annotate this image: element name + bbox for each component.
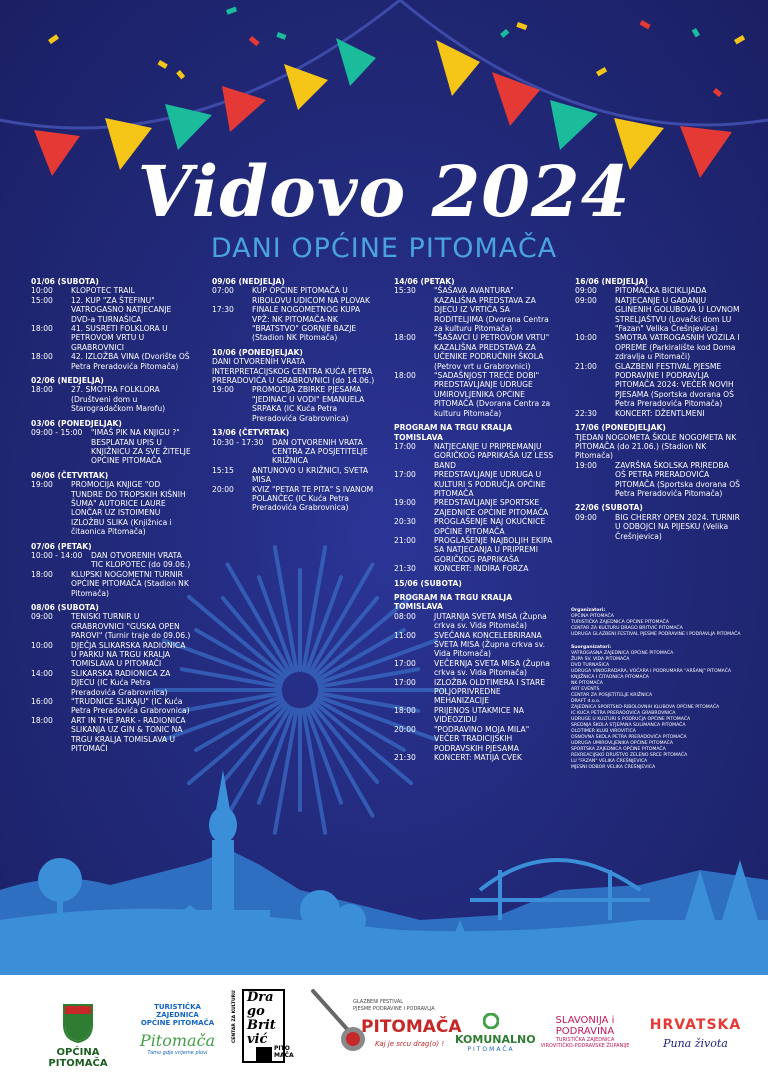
tourist-board-logo: TURISTIČKA ZAJEDNICA OPĆINE PITOMAČA Pitomača Tamo gdje vrijeme plovi: [139, 1003, 216, 1056]
event-description: PROMOCIJA KNJIGE "OD TUNDRE DO TROPSKIH KIŠNIH ŠUMA" AUTORICE LAURE LONČAR UZ ISTOIMENU IZLOŽBU SLIKA (Knjižnica i čitaonica Pitomača): [71, 480, 186, 537]
event-time: 18:00: [31, 385, 53, 395]
day-heading: 09/06 (NEDJELJA): [212, 277, 285, 286]
day-heading: 10/06 (PONEDJELJAK): [212, 347, 303, 357]
recycle-icon: [483, 1013, 499, 1029]
event-description: SVEČANA KONCELEBRIRANA SVETA MISA (Župna crkva sv. Vida Pitomača): [434, 630, 546, 659]
day-heading: 02/06 (NEDJELJA): [31, 376, 104, 386]
day-heading: 16/06 (NEDJELJA): [575, 277, 648, 286]
event-description: NATJECANJE U PRIPREMANJU GORIČKOG PAPRIKAŠA UZ LESS BAND: [434, 441, 554, 470]
event-time: 18:00: [31, 324, 53, 334]
event-row: [212, 485, 377, 513]
croatia-logo: HRVATSKA Puna života: [649, 1017, 742, 1050]
event-time: 19:00: [394, 498, 416, 508]
event-description: DANI OTVORENIH VRATA INTERPRETACIJSKOG CENTRA KUĆA PETRA PRERADOVIĆA U GRABROVNICI (do 14.06.): [212, 357, 375, 386]
music-festival-logo: GLAZBENI FESTIVAL PJESME PODRAVINE I PODRAVLJA PITOMAČA Kaj je srcu drag(o) !: [305, 987, 445, 1067]
event-description: ART IN THE PARK - RADIONICA SLIKANJA UZ GIN & TONIC NA TRGU KRALJA TOMISLAVA U PITOMAČI: [71, 715, 186, 754]
event-time: 21:30: [394, 564, 416, 574]
event-time: 21:00: [394, 535, 416, 545]
day-heading: 14/06 (PETAK): [394, 277, 455, 286]
event-time: 19:00: [212, 385, 234, 395]
organizer-item: MJESNI ODBOR VELIKA ČREŠNJEVICA: [571, 765, 656, 770]
event-row: [394, 371, 554, 418]
event-description: PITOMAČKA BICIKLIJADA: [615, 286, 707, 296]
organizer-item: REKREACIJSKO DRUŠTVO ZELENO SRCE PITOMAČA: [571, 753, 688, 758]
day-heading: 01/06 (SUBOTA): [31, 277, 99, 286]
event-time: 20:30: [394, 517, 416, 527]
schedule-column-3: [394, 277, 554, 762]
event-time: 19:00: [575, 460, 597, 470]
event-description: PROMOCIJA ZBIRKE PJESAMA "JEDINAC U VODI" EMANUELA SRPAKA (IC Kuća Petra Preradovića Grabrovnica): [252, 385, 365, 423]
event-time: 09:00: [31, 612, 53, 622]
day-heading: 15/06 (SUBOTA): [394, 578, 462, 588]
day-heading: 22/06 (SUBOTA): [575, 503, 643, 513]
organizers-block: [571, 608, 751, 771]
event-row: [394, 286, 554, 333]
event-time: 17:00: [394, 441, 416, 451]
organizer-item: NK PITOMAČA: [571, 681, 603, 686]
event-row: [31, 551, 191, 570]
event-description: VEČERNJA SVETA MISA (Župna crkva sv. Vida Pitomača): [434, 658, 550, 678]
organizer-item: ART EVENTS: [571, 687, 600, 692]
event-row: [31, 480, 191, 536]
event-time: 09:00: [575, 512, 597, 522]
event-row: [394, 678, 554, 706]
event-description: KONCERT: INDIRA FORZA: [434, 564, 529, 574]
event-description: DAN OTVORENIH VRATA TIC KLOPOTEC (do 09.06.): [91, 550, 191, 570]
event-row: [31, 352, 191, 371]
event-description: KONCERT: MATIJA CVEK: [434, 752, 522, 762]
event-row: [31, 428, 191, 466]
event-row: [31, 324, 191, 352]
organizer-item: ZAJEDNICA SPORTSKO-RIBOLOVNIH KLUBOVA OPĆINE PITOMAČA: [571, 705, 720, 710]
organizer-item: DVD TURNAŠICA: [571, 663, 610, 668]
event-description: GLAZBENI FESTIVAL PJESME PODRAVINE I PODRAVLJA PITOMAČA 2024: VEČER NOVIH PJESAMA (Sportska dvorana OŠ Petra Preradovića Pitomača): [615, 361, 734, 409]
coat-of-arms-icon: [62, 1003, 94, 1043]
event-time: 16:00: [31, 697, 53, 707]
event-description: "SADAŠNJOST TREĆE DOBI" PREDSTAVLJANJE UDRUGE UMIROVLJENIKA OPĆINE PITOMAČA (Dvorana Centra za kulturu Pitomača): [434, 371, 551, 418]
event-time: 20:00: [212, 484, 234, 494]
event-time: 08:00: [394, 611, 416, 621]
event-description: JUTARNJA SVETA MISA (Župna crkva sv. Vida Pitomača): [434, 611, 547, 631]
event-description: KLOPOTEC TRAIL: [71, 286, 135, 296]
event-time: 22:30: [575, 408, 597, 418]
event-row: [31, 716, 191, 754]
event-description: KVIZ "PETAR TE PITA" S IVANOM POLANČEC (IC Kuća Petra Preradovića Grabrovnica): [252, 484, 374, 513]
organizer-item: DRAFT d.o.o.: [571, 699, 601, 704]
event-time: 15:00: [31, 295, 53, 305]
event-time: 09:00: [575, 295, 597, 305]
event-description: NATJECANJE U GAĐANJU GLINENIH GOLUBOVA U LOVNOM STRELJAŠTVU (Lovački dom LU "Fazan" Velika Črešnjevica): [615, 295, 740, 334]
day-heading: 08/06 (SUBOTA): [31, 603, 99, 612]
event-row: [575, 433, 740, 461]
event-row: [212, 385, 377, 423]
event-description: "TRUDNICE SLIKAJU" (IC Kuća Petra Preradovića Grabrovnica): [71, 697, 190, 716]
day-heading: 07/06 (PETAK): [31, 541, 92, 551]
event-time: 10:00: [575, 333, 597, 343]
event-time: 15:30: [394, 286, 416, 296]
event-description: PREDSTAVLJANJE UDRUGA U KULTURI S PODRUČJA OPĆINE PITOMAČA: [434, 470, 546, 498]
schedule-column-1: [31, 277, 191, 754]
event-time: 18:00: [31, 352, 53, 362]
event-time: 21:00: [575, 361, 597, 371]
event-row: [394, 442, 554, 470]
event-time: 17:00: [394, 470, 416, 480]
event-description: KUP OPĆINE PITOMAČA U RIBOLOVU UDICOM NA PLOVAK: [252, 286, 370, 305]
event-row: [212, 305, 377, 343]
culture-centre-logo: CENTAR ZA KULTURU Dra go Brit vić PITO MAČA: [228, 983, 298, 1063]
organizer-item: OSNOVNA ŠKOLA PETRA PRERADOVIĆA PITOMAČA: [571, 735, 687, 740]
event-time: 15:15: [212, 465, 234, 475]
opcina-label: OPĆINA PITOMAČA: [48, 1047, 108, 1069]
event-description: ZAVRŠNA ŠKOLSKA PRIREDBA OŠ PETRA PRERADOVIĆA PITOMAČA (Sportska dvorana OŠ Petra Preradovića Pitomača): [615, 460, 741, 498]
event-description: PRIJENOS UTAKMICE NA VIDEOZIDU: [434, 705, 524, 725]
event-description: SMOTRA VATROGASNIH VOZILA I OPREME (Parkiralište kod Doma zdravlja u Pitomači): [615, 333, 740, 362]
event-time: 21:30: [394, 752, 416, 762]
organizer-item: SPORTSKA ZAJEDNICA OPĆINE PITOMAČA: [571, 747, 666, 752]
event-row: [575, 362, 740, 409]
event-description: TENISKI TURNIR U GRABROVNICI "GUSKA OPEN PAROVI" (Turnir traje do 09.06.): [71, 612, 191, 641]
event-description: PROGLAŠENJE NAJ OKUĆNICE OPĆINE PITOMAČA: [434, 517, 546, 536]
event-row: [575, 333, 740, 361]
event-description: TJEDAN NOGOMETA ŠKOLE NOGOMETA NK PITOMAČA (do 21.06.) (Stadion NK Pitomača): [575, 432, 737, 461]
day-heading: 06/06 (ČETVRTAK): [31, 470, 109, 480]
event-row: [394, 536, 554, 564]
event-row: [394, 470, 554, 498]
event-description: 12. KUP "ZA ŠTEFINU" VATROGASNO NATJECANJE DVD-a TURNAŠICA: [71, 295, 172, 324]
organizer-item: KNJIŽNICA I ČITAONICA PITOMAČA: [571, 675, 649, 680]
event-description: IZLOŽBA OLDTIMERA I STARE POLJOPRIVREDNE MEHANIZACIJE: [434, 677, 546, 706]
event-row: [394, 333, 554, 371]
event-description: 42. IZLOŽBA VINA (Dvorište OŠ Petra Preradovića Pitomača): [71, 352, 190, 371]
organizer-item: UDRUGA GLAZBENI FESTIVAL PJESME PODRAVINE I PODRAVLJA PITOMAČA: [571, 632, 741, 637]
event-row: [575, 296, 740, 334]
event-time: 10:00: [31, 640, 53, 650]
event-time: 17:30: [212, 305, 234, 315]
event-row: [575, 409, 740, 418]
day-heading: PROGRAM NA TRGU KRALJA TOMISLAVA: [394, 423, 513, 442]
event-row: [394, 659, 554, 678]
event-time: 20:00: [394, 724, 416, 734]
event-row: [212, 466, 377, 485]
event-time: 09:00 - 15:00: [31, 428, 83, 438]
event-time: 19:00: [31, 480, 53, 490]
event-description: FINALE NOGOMETNOG KUPA VPŽ: NK PITOMAČA-NK "BRATSTVO" GORNJE BAZJE (Stadion NK Pitomača): [252, 305, 361, 343]
event-time: 07:00: [212, 286, 234, 296]
organizer-item: CENTAR ZA KULTURU DRAGO BRITVIĆ PITOMAČA: [571, 626, 683, 631]
event-description: DJEČJA SLIKARSKA RADIONICA U PARKU NA TRGU KRALJA TOMISLAVA U PITOMAČI: [71, 640, 186, 669]
opcina-pitomaca-logo: [28, 1003, 128, 1069]
event-description: "PODRAVINO MOJA MILA" VEČER TRADICIJSKIH PODRAVSKIH PJESAMA: [434, 724, 530, 753]
event-row: [212, 357, 377, 385]
event-description: PROGLAŠENJE NAJBOLJIH EKIPA SA NATJECANJA U PRIPREMI GORIČKOG PAPRIKAŠA: [434, 535, 553, 564]
organizers-list: [571, 614, 751, 638]
event-row: [212, 286, 377, 305]
event-row: [575, 513, 740, 541]
event-row: [394, 725, 554, 753]
event-description: DAN OTVORENIH VRATA CENTRA ZA POSJETITELJE KRIŽNICA: [272, 437, 368, 466]
event-row: [394, 498, 554, 517]
event-row: [212, 438, 377, 466]
event-time: 18:00: [394, 371, 416, 381]
event-description: 27. SMOTRA FOLKLORA (Društveni dom u Starogradačkom Marofu): [71, 385, 166, 414]
organizer-item: UDRUGA UMIROVLJENIKA OPĆINE PITOMAČA: [571, 741, 673, 746]
day-heading: 17/06 (PONEDJELJAK): [575, 423, 666, 433]
event-row: [394, 706, 554, 725]
event-time: 11:00: [394, 630, 416, 640]
schedule-column-4: [575, 277, 740, 541]
event-description: PREDSTAVLJANJE SPORTSKE ZAJEDNICE OPĆINE PITOMAČA: [434, 498, 549, 517]
event-description: "IMAŠ PIK NA KNJIGU ?" BESPLATAN UPIS U KNJIŽNICU ZA SVE ŽITELJE OPĆINE PITOMAČA: [91, 428, 191, 466]
organizers-heading: Organizatori:: [571, 608, 606, 613]
event-time: 10:30 - 17:30: [212, 437, 264, 447]
event-time: 17:00: [394, 658, 416, 668]
event-row: [31, 612, 191, 640]
event-description: "ŠAŠAVA AVANTURA" KAZALIŠNA PREDSTAVA ZA DJECU IZ VRTIĆA SA RODITELJIMA (Dvorana Centra za kulturu Pitomača): [434, 286, 549, 334]
event-description: 41. SUSRETI FOLKLORA U PETROVOM VRTU U GRABROVNICI: [71, 324, 168, 352]
komunalno-logo: KOMUNALNO PITOMAČA: [455, 1013, 527, 1053]
schedule-column-2: [212, 277, 377, 513]
co-organizers-list: [571, 651, 751, 771]
event-row: [394, 753, 554, 762]
event-description: KONCERT: DŽENTLMENI: [615, 408, 705, 418]
event-row: [575, 461, 740, 499]
day-heading: 13/06 (ČETVRTAK): [212, 428, 290, 438]
event-description: BIG CHERRY OPEN 2024. TURNIR U ODBOJCI NA PIJESKU (Velika Črešnjevica): [615, 512, 740, 541]
event-row: [394, 517, 554, 536]
event-row: [31, 296, 191, 324]
event-time: 18:00: [31, 715, 53, 725]
event-row: [31, 570, 191, 598]
event-row: [31, 669, 191, 697]
event-row: [31, 641, 191, 669]
day-heading: PROGRAM NA TRGU KRALJA TOMISLAVA: [394, 593, 513, 612]
organizer-item: OPĆINA PITOMAČA: [571, 614, 614, 619]
event-row: [575, 286, 740, 295]
day-heading: 03/06 (PONEDJELJAK): [31, 418, 122, 428]
event-description: SLIKARSKA RADIONICA ZA DJECU (IC Kuća Petra Preradovića Grabrovnica): [71, 668, 171, 697]
organizer-item: VATROGASNA ZAJEDNICA OPĆINE PITOMAČA: [571, 651, 674, 656]
event-time: 18:00: [394, 333, 416, 343]
organizer-item: UDRUGE U KULTURI S PODRUČJA OPĆINE PITOMAČA: [571, 717, 691, 722]
co-organizers-heading: Suorganizatori:: [571, 645, 612, 650]
event-description: KLUPSKI NOGOMETNI TURNIR OPĆINE PITOMAČA (Stadion NK Pitomača): [71, 569, 189, 598]
event-time: 09:00: [575, 286, 597, 296]
event-description: "ŠAŠAVCI U PETROVOM VRTU" KAZALIŠNA PREDSTAVA ZA UČENIKE PODRUČNIH ŠKOLA (Petrov vrt u Grabrovnici): [434, 333, 550, 371]
event-row: [394, 564, 554, 573]
organizer-item: LU "FAZAN" VELIKA ČREŠNJEVICA: [571, 759, 648, 764]
event-row: [31, 286, 191, 295]
event-time: 18:00: [31, 569, 53, 579]
organizer-item: IC KUĆA PETRA PRERADOVIĆA GRABROVNICA: [571, 711, 676, 716]
slavonija-podravina-logo: SLAVONIJA i PODRAVINA TURISTIČKA ZAJEDNICA VIROVITIČKO-PODRAVSKE ŽUPANIJE: [540, 1015, 630, 1049]
sponsor-footer: [0, 975, 768, 1075]
event-time: 14:00: [31, 668, 53, 678]
event-time: 18:00: [394, 705, 416, 715]
organizer-item: ŽUPA SV. VIDA PITOMAČA: [571, 657, 630, 662]
organizer-item: UDRUGA VINOGRADARA, VOĆARA I PODRUMARA "ARŠANJ" PITOMAČA: [571, 669, 732, 674]
event-row: [31, 697, 191, 716]
page-title: Vidovo 2024: [137, 150, 631, 233]
event-row: [31, 385, 191, 413]
page-subtitle: DANI OPĆINE PITOMAČA: [210, 233, 558, 264]
event-description: ANTUNOVO U KRIŽNICI, SVETA MISA: [252, 465, 369, 485]
organizer-item: CENTAR ZA POSJETITELJE KRIŽNICA: [571, 693, 653, 698]
town-skyline-illustration: [0, 770, 768, 975]
event-row: [394, 612, 554, 631]
event-time: 10:00 - 14:00: [31, 550, 83, 560]
organizer-item: OLDTIMER KLUB VIROVITICA: [571, 729, 636, 734]
organizer-item: TURISTIČKA ZAJEDNICA OPĆINE PITOMAČA: [571, 620, 669, 625]
event-time: 17:00: [394, 677, 416, 687]
organizer-item: SREDNJA ŠKOLA STJEPANA SULIMANCA PITOMAČA: [571, 723, 686, 728]
event-row: [394, 631, 554, 659]
event-time: 10:00: [31, 286, 53, 296]
